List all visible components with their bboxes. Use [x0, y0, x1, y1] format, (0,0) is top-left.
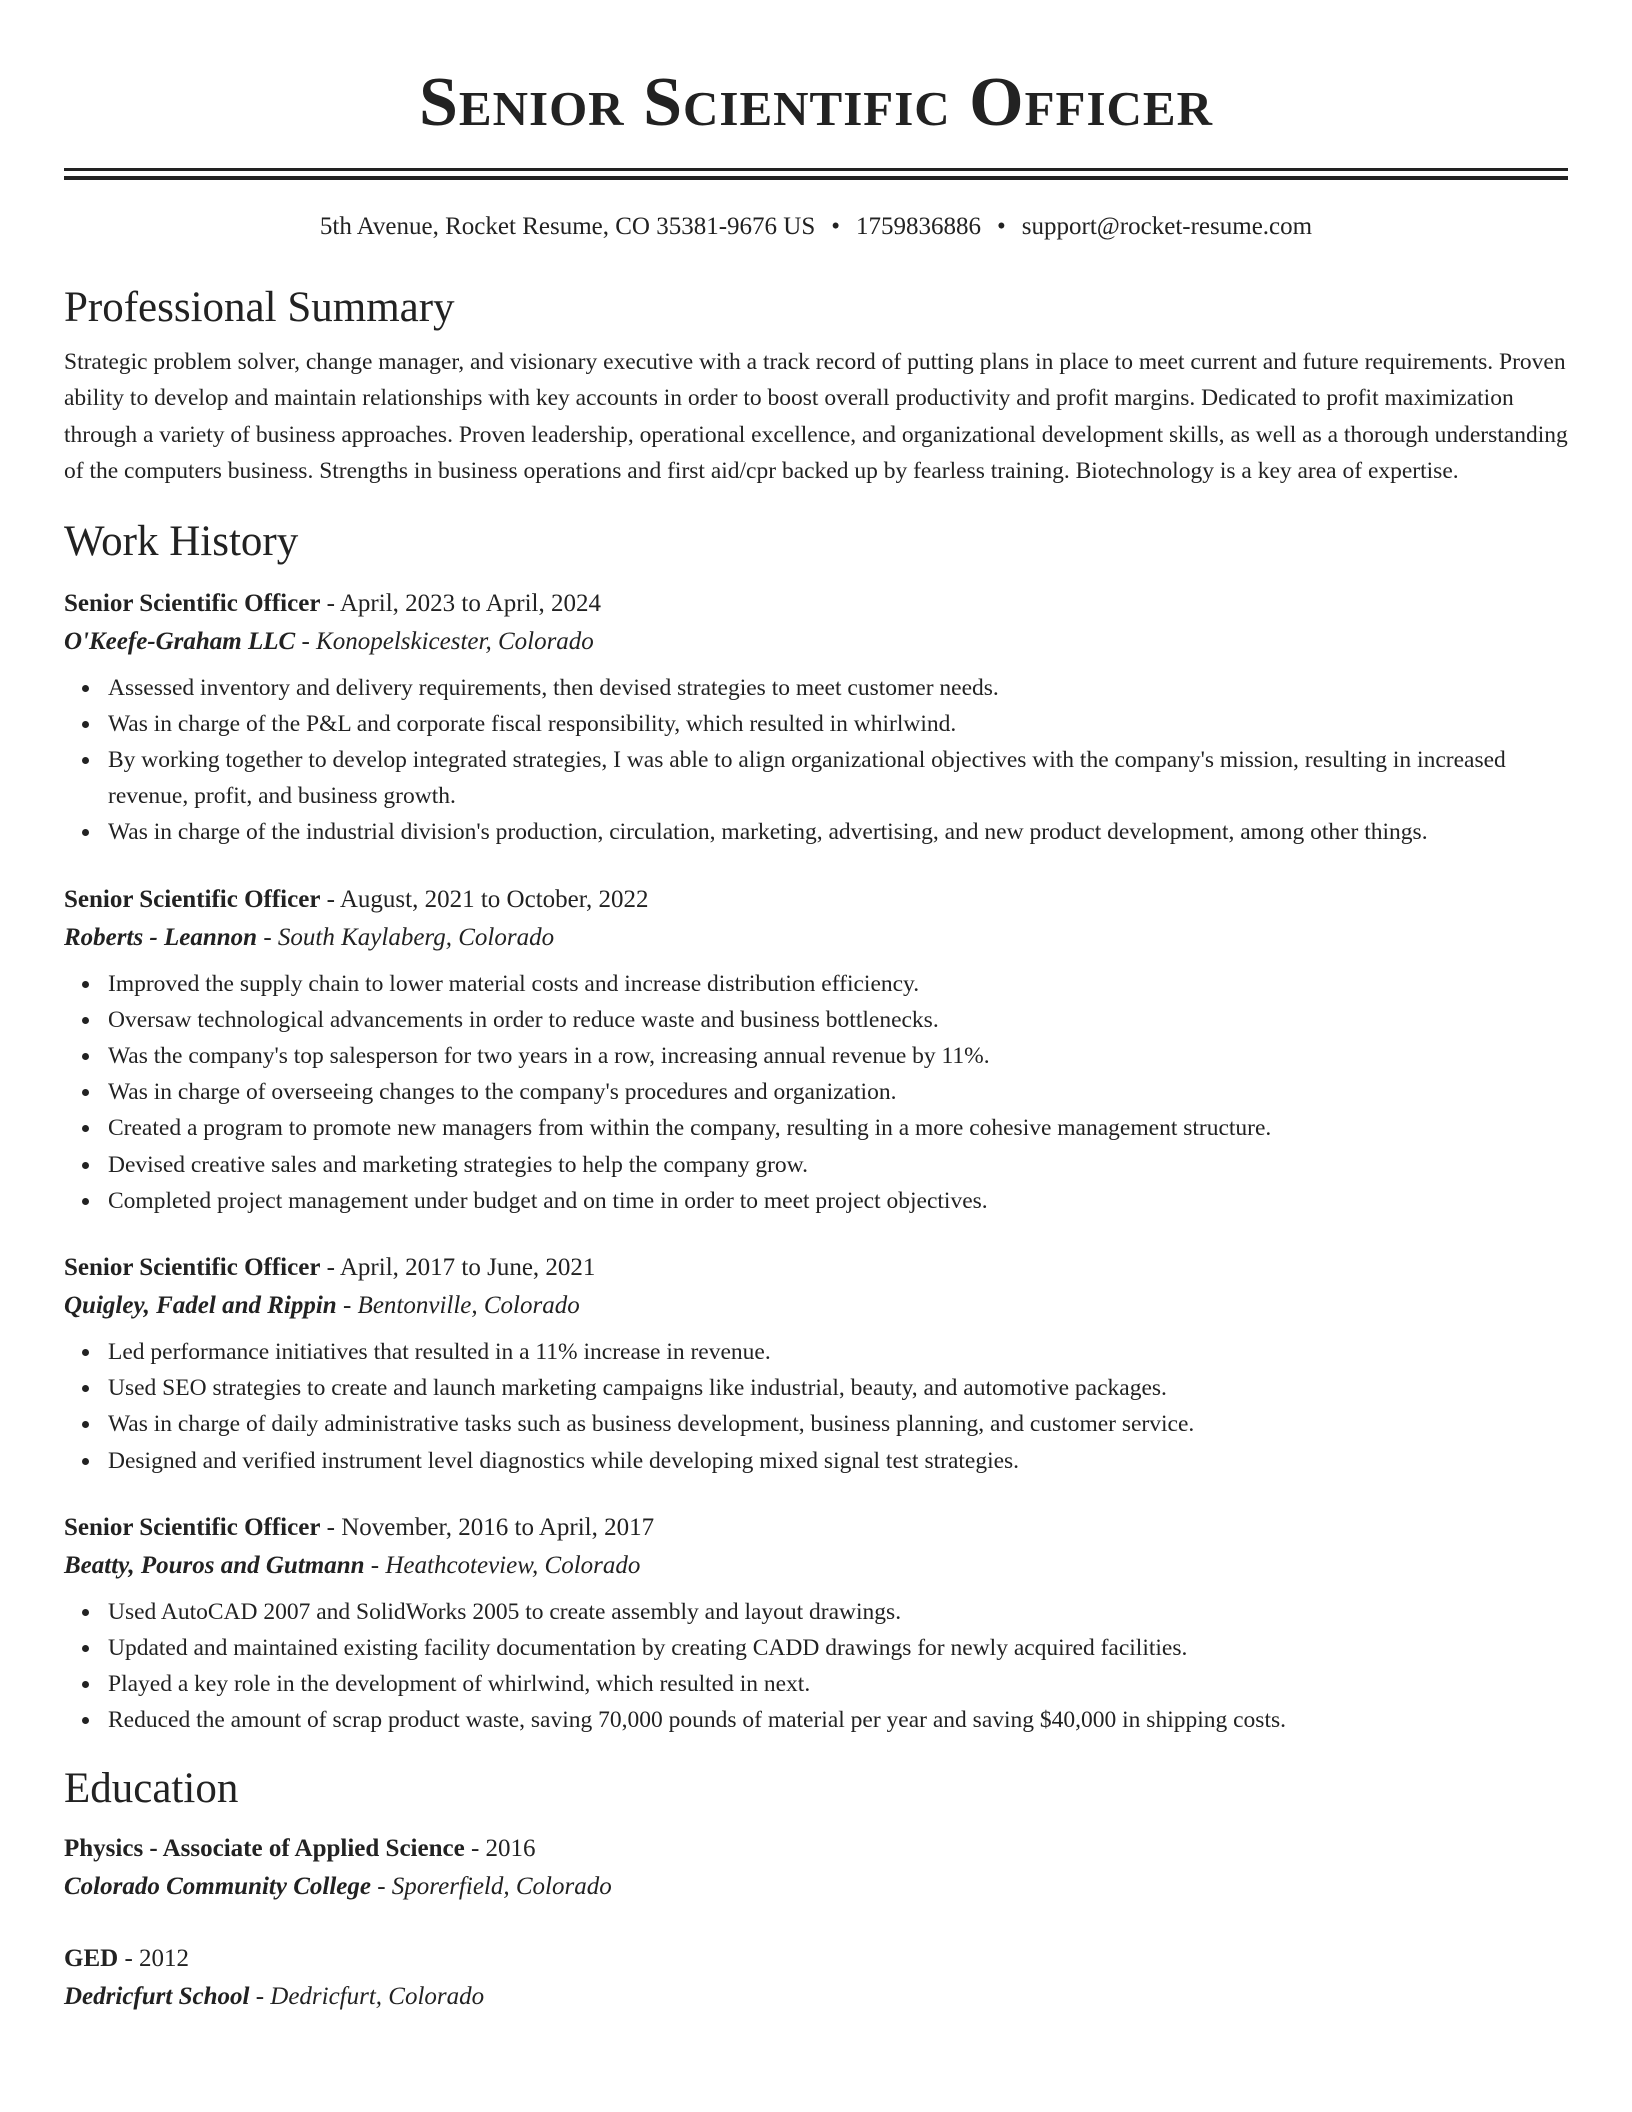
list-item: Was in charge of the industrial division's production, circulation, marketing, advertising, and new product development, among other things. [108, 814, 1568, 850]
list-item: Was in charge of the P&L and corporate fiscal responsibility, which resulted in whirlwind. [108, 706, 1568, 742]
job-location: - South Kaylaberg, Colorado [257, 923, 555, 951]
bullet-separator: • [831, 213, 841, 240]
job-title: Senior Scientific Officer [64, 1254, 321, 1282]
title-double-rule [64, 168, 1568, 180]
list-item: Used SEO strategies to create and launch marketing campaigns like industrial, beauty, and automotive packages. [108, 1370, 1568, 1406]
job-company: Beatty, Pouros and Gutmann [64, 1551, 365, 1579]
job-bullets [64, 966, 1568, 1219]
contact-email: support@rocket-resume.com [1021, 213, 1313, 240]
job-bullets [64, 670, 1568, 851]
job-header [64, 586, 1568, 622]
job-company-line [64, 1286, 1568, 1326]
job-location: - Konopelskicester, Colorado [295, 627, 594, 655]
job-header [64, 882, 1568, 918]
job-entry [64, 1250, 1568, 1479]
education-school-line [64, 1867, 1568, 1907]
job-header [64, 1510, 1568, 1546]
education-location: - Dedricfurt, Colorado [249, 1982, 485, 2010]
education-degree: GED [64, 1944, 119, 1972]
summary-text: Strategic problem solver, change manager, and visionary executive with a track record of putting plans in place to meet current and future requirements. Proven ability to develop and maintain relationships with key accounts in order to boost overall productivity and profit margins. Dedicated to profit maximization through a variety of business approaches. Proven leadership, operational excellence, and organizational development skills, as well as a thorough understanding of the computers business. Strengths in business operations and first aid/cpr backed up by fearless training. Biotechnology is a key area of expertise. [64, 349, 1568, 485]
list-item: Designed and verified instrument level diagnostics while developing mixed signal test strategies. [108, 1443, 1568, 1479]
job-company-line [64, 1546, 1568, 1586]
list-item: Oversaw technological advancements in order to reduce waste and business bottlenecks. [108, 1002, 1568, 1038]
job-company-line [64, 622, 1568, 662]
job-dates: - April, 2017 to June, 2021 [320, 1254, 596, 1282]
job-title: Senior Scientific Officer [64, 1513, 321, 1541]
list-item: Used AutoCAD 2007 and SolidWorks 2005 to create assembly and layout drawings. [108, 1594, 1568, 1630]
job-entry [64, 586, 1568, 851]
job-header [64, 1250, 1568, 1286]
education-entry [64, 1941, 1568, 2017]
education-year: - 2016 [464, 1834, 536, 1862]
list-item: Devised creative sales and marketing strategies to help the company grow. [108, 1147, 1568, 1183]
education-entry [64, 1831, 1568, 1907]
resume-page [64, 0, 1568, 2017]
list-item: Was in charge of daily administrative tasks such as business development, business planning, and customer service. [108, 1406, 1568, 1442]
summary-heading: Professional Summary [64, 284, 455, 331]
job-company-line [64, 918, 1568, 958]
contact-address: 5th Avenue, Rocket Resume, CO 35381-9676 US [319, 213, 816, 240]
list-item: Created a program to promote new managers from within the company, resulting in a more cohesive management structure. [108, 1110, 1568, 1146]
job-bullets [64, 1594, 1568, 1739]
job-dates: - November, 2016 to April, 2017 [320, 1513, 655, 1541]
list-item: By working together to develop integrated strategies, I was able to align organizational objectives with the company's mission, resulting in increased revenue, profit, and business growth. [108, 742, 1568, 814]
job-title: Senior Scientific Officer [64, 885, 321, 913]
list-item: Reduced the amount of scrap product waste, saving 70,000 pounds of material per year and saving $40,000 in shipping costs. [108, 1702, 1568, 1738]
contact-phone: 1759836886 [856, 213, 982, 240]
bullet-separator: • [997, 213, 1006, 240]
list-item: Was in charge of overseeing changes to the company's procedures and organization. [108, 1074, 1568, 1110]
list-item: Led performance initiatives that resulted in a 11% increase in revenue. [108, 1334, 1568, 1370]
job-location: - Bentonville, Colorado [336, 1292, 580, 1320]
education-degree: Physics - Associate of Applied Science [64, 1834, 465, 1862]
list-item: Completed project management under budget and on time in order to meet project objectives. [108, 1183, 1568, 1219]
job-dates: - August, 2021 to October, 2022 [320, 885, 649, 913]
list-item: Played a key role in the development of whirlwind, which resulted in next. [108, 1666, 1568, 1702]
education-year: - 2012 [118, 1944, 190, 1972]
list-item: Updated and maintained existing facility documentation by creating CADD drawings for newly acquired facilities. [108, 1630, 1568, 1666]
job-location: - Heathcoteview, Colorado [364, 1551, 641, 1579]
education-header [64, 1831, 1568, 1867]
job-company: Quigley, Fadel and Rippin [64, 1292, 337, 1320]
education-location: - Sporerfield, Colorado [370, 1872, 612, 1900]
resume-title: Senior Scientific Officer [419, 64, 1213, 141]
job-company: O'Keefe-Graham LLC [64, 627, 296, 655]
work-history-heading: Work History [64, 517, 299, 565]
contact-line [64, 210, 1568, 244]
education-header [64, 1941, 1568, 1977]
job-bullets [64, 1334, 1568, 1479]
job-title: Senior Scientific Officer [64, 589, 321, 617]
list-item: Was the company's top salesperson for two years in a row, increasing annual revenue by 11%. [108, 1038, 1568, 1074]
job-entry [64, 882, 1568, 1219]
job-entry [64, 1510, 1568, 1739]
education-school: Dedricfurt School [64, 1982, 250, 2010]
education-school: Colorado Community College [64, 1872, 371, 1900]
job-company: Roberts - Leannon [64, 923, 258, 951]
list-item: Assessed inventory and delivery requirements, then devised strategies to meet customer needs. [108, 670, 1568, 706]
list-item: Improved the supply chain to lower material costs and increase distribution efficiency. [108, 966, 1568, 1002]
education-heading: Education [64, 1764, 239, 1812]
education-school-line [64, 1977, 1568, 2017]
job-dates: - April, 2023 to April, 2024 [320, 589, 601, 617]
